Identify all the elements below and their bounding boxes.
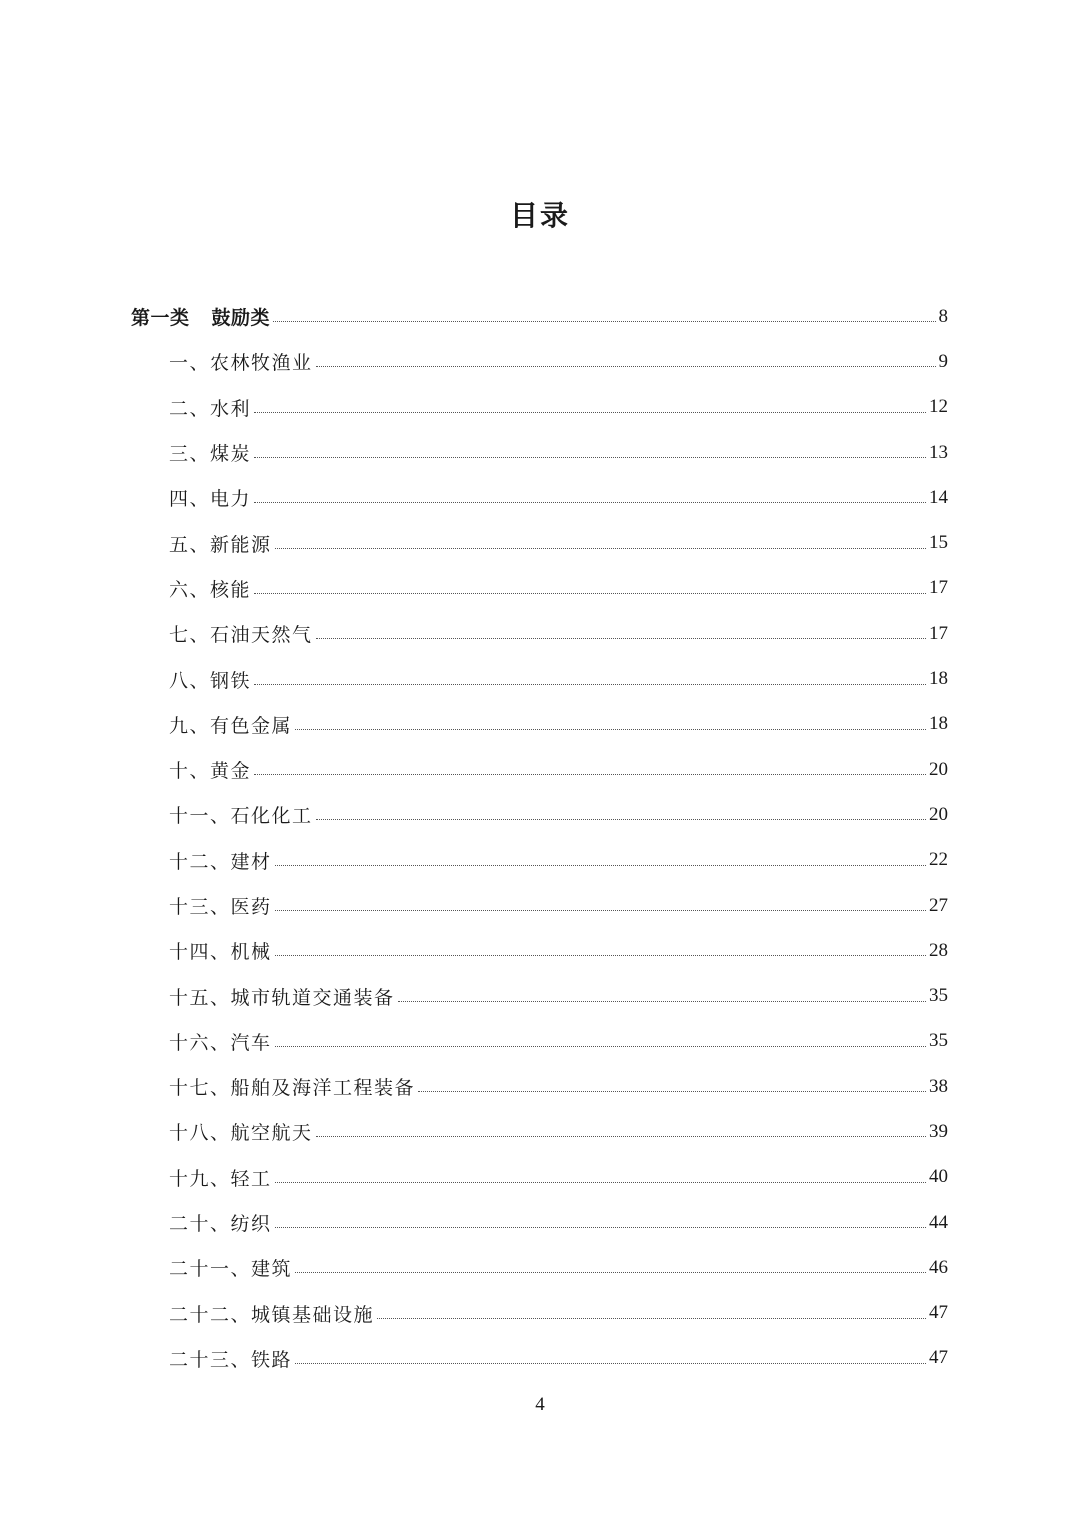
dot-leader [273, 321, 935, 322]
toc-page-number: 13 [929, 441, 948, 463]
toc-entry[interactable] [0, 928, 1080, 973]
toc-section-label [131, 303, 270, 330]
toc-page-number: 8 [938, 305, 948, 327]
dot-leader [275, 955, 926, 956]
toc-section-encouraged[interactable] [0, 294, 1080, 339]
toc-page-number: 28 [929, 939, 948, 961]
toc-page-number: 15 [929, 532, 948, 554]
toc-entry[interactable] [0, 1291, 1080, 1336]
toc-entry-label: 十六、汽车 [169, 1031, 272, 1054]
toc-entry[interactable] [0, 702, 1080, 747]
toc-entry-label: 十七、船舶及海洋工程装备 [169, 1077, 416, 1100]
toc-entry[interactable] [0, 973, 1080, 1018]
toc-page-number: 27 [929, 894, 948, 916]
toc-page-number: 47 [929, 1302, 948, 1324]
toc-entry-label: 十二、建材 [169, 850, 272, 873]
toc-page-number: 39 [929, 1120, 948, 1142]
toc-entry[interactable] [0, 566, 1080, 611]
toc-entry[interactable] [0, 430, 1080, 475]
dot-leader [254, 774, 926, 775]
toc-entry-label: 一、农林牧渔业 [169, 352, 313, 375]
toc-page-number: 18 [929, 668, 948, 690]
toc-section-label-a: 第一类 [131, 307, 190, 330]
toc-entry-label: 十八、航空航天 [169, 1122, 313, 1145]
toc-entry[interactable] [0, 838, 1080, 883]
toc-entry-label: 十五、城市轨道交通装备 [169, 986, 395, 1009]
toc-entry-label: 六、核能 [169, 578, 252, 601]
dot-leader [275, 1227, 926, 1228]
dot-leader [377, 1318, 926, 1319]
toc-page-number: 20 [929, 758, 948, 780]
toc-entry[interactable] [0, 611, 1080, 656]
toc-entry-label: 二十一、建筑 [169, 1258, 293, 1281]
toc-page-number: 40 [929, 1166, 948, 1188]
toc-entry[interactable] [0, 883, 1080, 928]
toc-entry[interactable] [0, 1245, 1080, 1290]
toc-entry-label: 九、有色金属 [169, 714, 293, 737]
toc-entry[interactable] [0, 520, 1080, 565]
dot-leader [275, 865, 926, 866]
toc-page-number: 9 [938, 350, 948, 372]
dot-leader [275, 1046, 926, 1047]
dot-leader [275, 910, 926, 911]
toc-page-number: 46 [929, 1256, 948, 1278]
toc-entry[interactable] [0, 475, 1080, 520]
dot-leader [316, 366, 936, 367]
table-of-contents [0, 294, 1080, 1381]
page-title: 目录 [509, 199, 570, 232]
toc-page-number: 35 [929, 985, 948, 1007]
toc-entry-label: 二十二、城镇基础设施 [169, 1303, 375, 1326]
toc-entry-label: 八、钢铁 [169, 669, 252, 692]
toc-entry[interactable] [0, 385, 1080, 430]
toc-entry[interactable] [0, 656, 1080, 701]
toc-entry-label: 二十三、铁路 [169, 1348, 293, 1371]
dot-leader [295, 729, 926, 730]
dot-leader [295, 1363, 926, 1364]
toc-entry[interactable] [0, 1019, 1080, 1064]
toc-page-number: 22 [929, 849, 948, 871]
toc-entry-label: 十三、医药 [169, 896, 272, 918]
toc-entry[interactable] [0, 792, 1080, 837]
page-footer-number: 4 [535, 1394, 545, 1415]
dot-leader [254, 412, 926, 413]
toc-entry[interactable] [0, 1336, 1080, 1381]
toc-page-number: 14 [929, 486, 948, 508]
dot-leader [316, 1136, 926, 1137]
toc-page-number: 44 [929, 1211, 948, 1233]
dot-leader [316, 819, 926, 820]
toc-entry-label: 十、黄金 [169, 760, 252, 783]
toc-entry-label: 五、新能源 [169, 533, 272, 556]
dot-leader [275, 548, 926, 549]
toc-entry[interactable] [0, 1109, 1080, 1154]
toc-entry-label: 四、电力 [169, 488, 252, 511]
toc-page-number: 17 [929, 622, 948, 644]
dot-leader [418, 1091, 926, 1092]
dot-leader [316, 638, 926, 639]
toc-entry-label: 三、煤炭 [169, 443, 252, 466]
toc-page-number: 12 [929, 396, 948, 418]
toc-entry-label: 二、水利 [169, 397, 252, 420]
toc-page-number: 20 [929, 803, 948, 825]
toc-entry[interactable] [0, 339, 1080, 384]
toc-entry-label: 十四、机械 [169, 941, 272, 964]
toc-entry[interactable] [0, 1155, 1080, 1200]
dot-leader [254, 457, 926, 458]
toc-page-number: 47 [929, 1347, 948, 1369]
toc-page-number: 17 [929, 577, 948, 599]
toc-entry-label: 十九、轻工 [169, 1167, 272, 1190]
dot-leader [275, 1182, 926, 1183]
dot-leader [254, 684, 926, 685]
toc-page-number: 38 [929, 1075, 948, 1097]
toc-section-label-b: 鼓励类 [211, 307, 271, 330]
dot-leader [295, 1272, 926, 1273]
dot-leader [254, 593, 926, 594]
toc-page-number: 18 [929, 713, 948, 735]
toc-entry-label: 十一、石化化工 [169, 805, 313, 828]
toc-page-number: 35 [929, 1030, 948, 1052]
toc-entry[interactable] [0, 1064, 1080, 1109]
dot-leader [254, 502, 926, 503]
toc-entry-label: 二十、纺织 [169, 1213, 272, 1236]
dot-leader [398, 1001, 926, 1002]
toc-entry[interactable] [0, 1200, 1080, 1245]
toc-entry-label: 七、石油天然气 [169, 624, 313, 647]
toc-entry[interactable] [0, 747, 1080, 792]
